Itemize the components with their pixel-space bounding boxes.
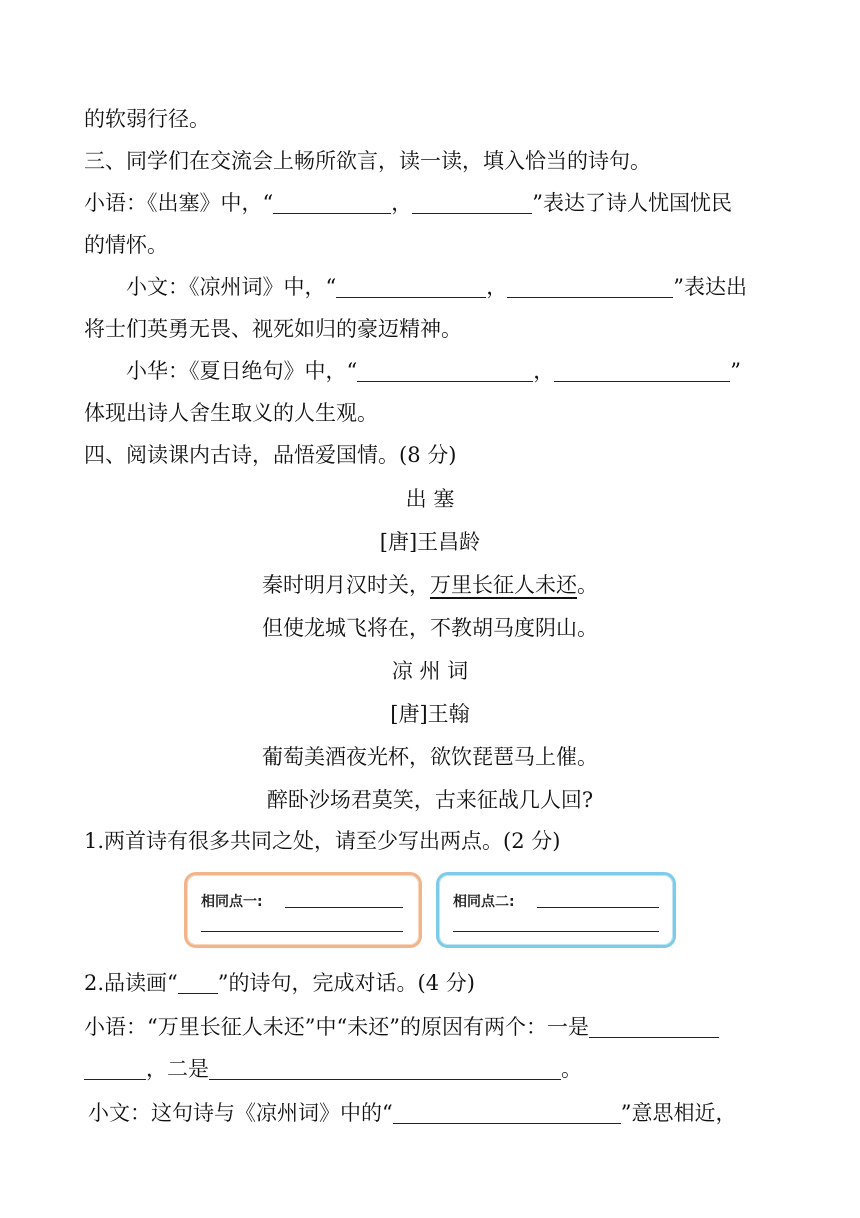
answer-blank[interactable] bbox=[393, 1101, 621, 1124]
answer-blank[interactable] bbox=[537, 907, 659, 908]
text: ， bbox=[533, 359, 555, 383]
poem-1-line-1 bbox=[0, 570, 860, 600]
answer-blank[interactable] bbox=[589, 1015, 719, 1038]
xiaoyu-statement-2 bbox=[84, 1012, 719, 1042]
text: 。 bbox=[577, 573, 598, 597]
text: 小文：这句诗与《凉州词》中的“ bbox=[88, 1101, 393, 1125]
question-4-2 bbox=[84, 968, 475, 998]
xiaoyu-statement-2-cont bbox=[84, 1054, 582, 1084]
xiaowen-statement-1-cont: 将士们英勇无畏、视死如归的豪迈精神。 bbox=[84, 317, 462, 341]
answer-blank[interactable] bbox=[201, 931, 403, 932]
xiaohua-statement bbox=[126, 356, 741, 386]
answer-blank[interactable] bbox=[412, 191, 532, 214]
answer-blank[interactable] bbox=[336, 275, 486, 298]
poem-2-author: [唐]王翰 bbox=[390, 702, 470, 726]
xiaohua-statement-cont: 体现出诗人舍生取义的人生观。 bbox=[84, 401, 378, 425]
underlined-verse: 万里长征人未还 bbox=[430, 573, 577, 597]
common-point-1-label: 相同点一: bbox=[201, 894, 263, 910]
question-4-1: 1.两首诗有很多共同之处，请至少写出两点。(2 分) bbox=[84, 829, 561, 853]
question-4-title: 四、阅读课内古诗，品悟爱国情。(8 分) bbox=[84, 443, 457, 467]
answer-blank[interactable] bbox=[507, 275, 673, 298]
answer-blank[interactable] bbox=[285, 907, 403, 908]
text: ”的诗句，完成对话。(4 分) bbox=[217, 971, 475, 995]
common-point-2-label: 相同点二: bbox=[453, 894, 515, 910]
text: 2.品读画“ bbox=[84, 971, 178, 995]
text: ”表达出 bbox=[673, 275, 747, 299]
text: ， bbox=[486, 275, 508, 299]
poem-1-author: [唐]王昌龄 bbox=[379, 530, 481, 554]
xiaoyu-statement-1 bbox=[84, 188, 732, 218]
text: ” bbox=[730, 359, 741, 383]
answer-blank[interactable] bbox=[357, 359, 533, 382]
poem-2-line-2: 醉卧沙场君莫笑，古来征战几人回? bbox=[266, 788, 594, 812]
answer-blank[interactable] bbox=[554, 359, 730, 382]
underline-sample bbox=[178, 971, 218, 994]
poem-2-title: 凉 州 词 bbox=[391, 659, 469, 683]
text: 小语：“万里长征人未还”中“未还”的原因有两个：一是 bbox=[84, 1015, 589, 1039]
xiaoyu-statement-1-cont: 的情怀。 bbox=[84, 233, 168, 257]
text: 小文：《凉州词》中，“ bbox=[126, 275, 337, 299]
common-point-2-box[interactable] bbox=[436, 872, 676, 948]
text: ，二是 bbox=[146, 1057, 209, 1081]
question-3-title: 三、同学们在交流会上畅所欲言，读一读，填入恰当的诗句。 bbox=[84, 149, 651, 173]
text: ”表达了诗人忧国忧民 bbox=[532, 191, 732, 215]
text: 小华：《夏日绝句》中，“ bbox=[126, 359, 358, 383]
xiaowen-statement-2 bbox=[88, 1098, 737, 1128]
paragraph-text: 的软弱行径。 bbox=[84, 107, 210, 131]
answer-blank[interactable] bbox=[209, 1057, 561, 1080]
text: ”意思相近， bbox=[620, 1101, 737, 1125]
common-point-1-box[interactable] bbox=[184, 872, 422, 948]
text: 秦时明月汉时关， bbox=[262, 573, 430, 597]
text: 小语：《出塞》中，“ bbox=[84, 191, 274, 215]
answer-blank[interactable] bbox=[273, 191, 391, 214]
answer-blank[interactable] bbox=[84, 1057, 146, 1080]
answer-blank[interactable] bbox=[453, 931, 659, 932]
poem-1-line-2: 但使龙城飞将在，不教胡马度阴山。 bbox=[262, 616, 598, 640]
poem-1-title: 出 塞 bbox=[405, 487, 455, 511]
text: ， bbox=[391, 191, 413, 215]
poem-2-line-1: 葡萄美酒夜光杯，欲饮琵琶马上催。 bbox=[262, 745, 598, 769]
text: 。 bbox=[561, 1057, 582, 1081]
xiaowen-statement-1 bbox=[126, 272, 747, 302]
